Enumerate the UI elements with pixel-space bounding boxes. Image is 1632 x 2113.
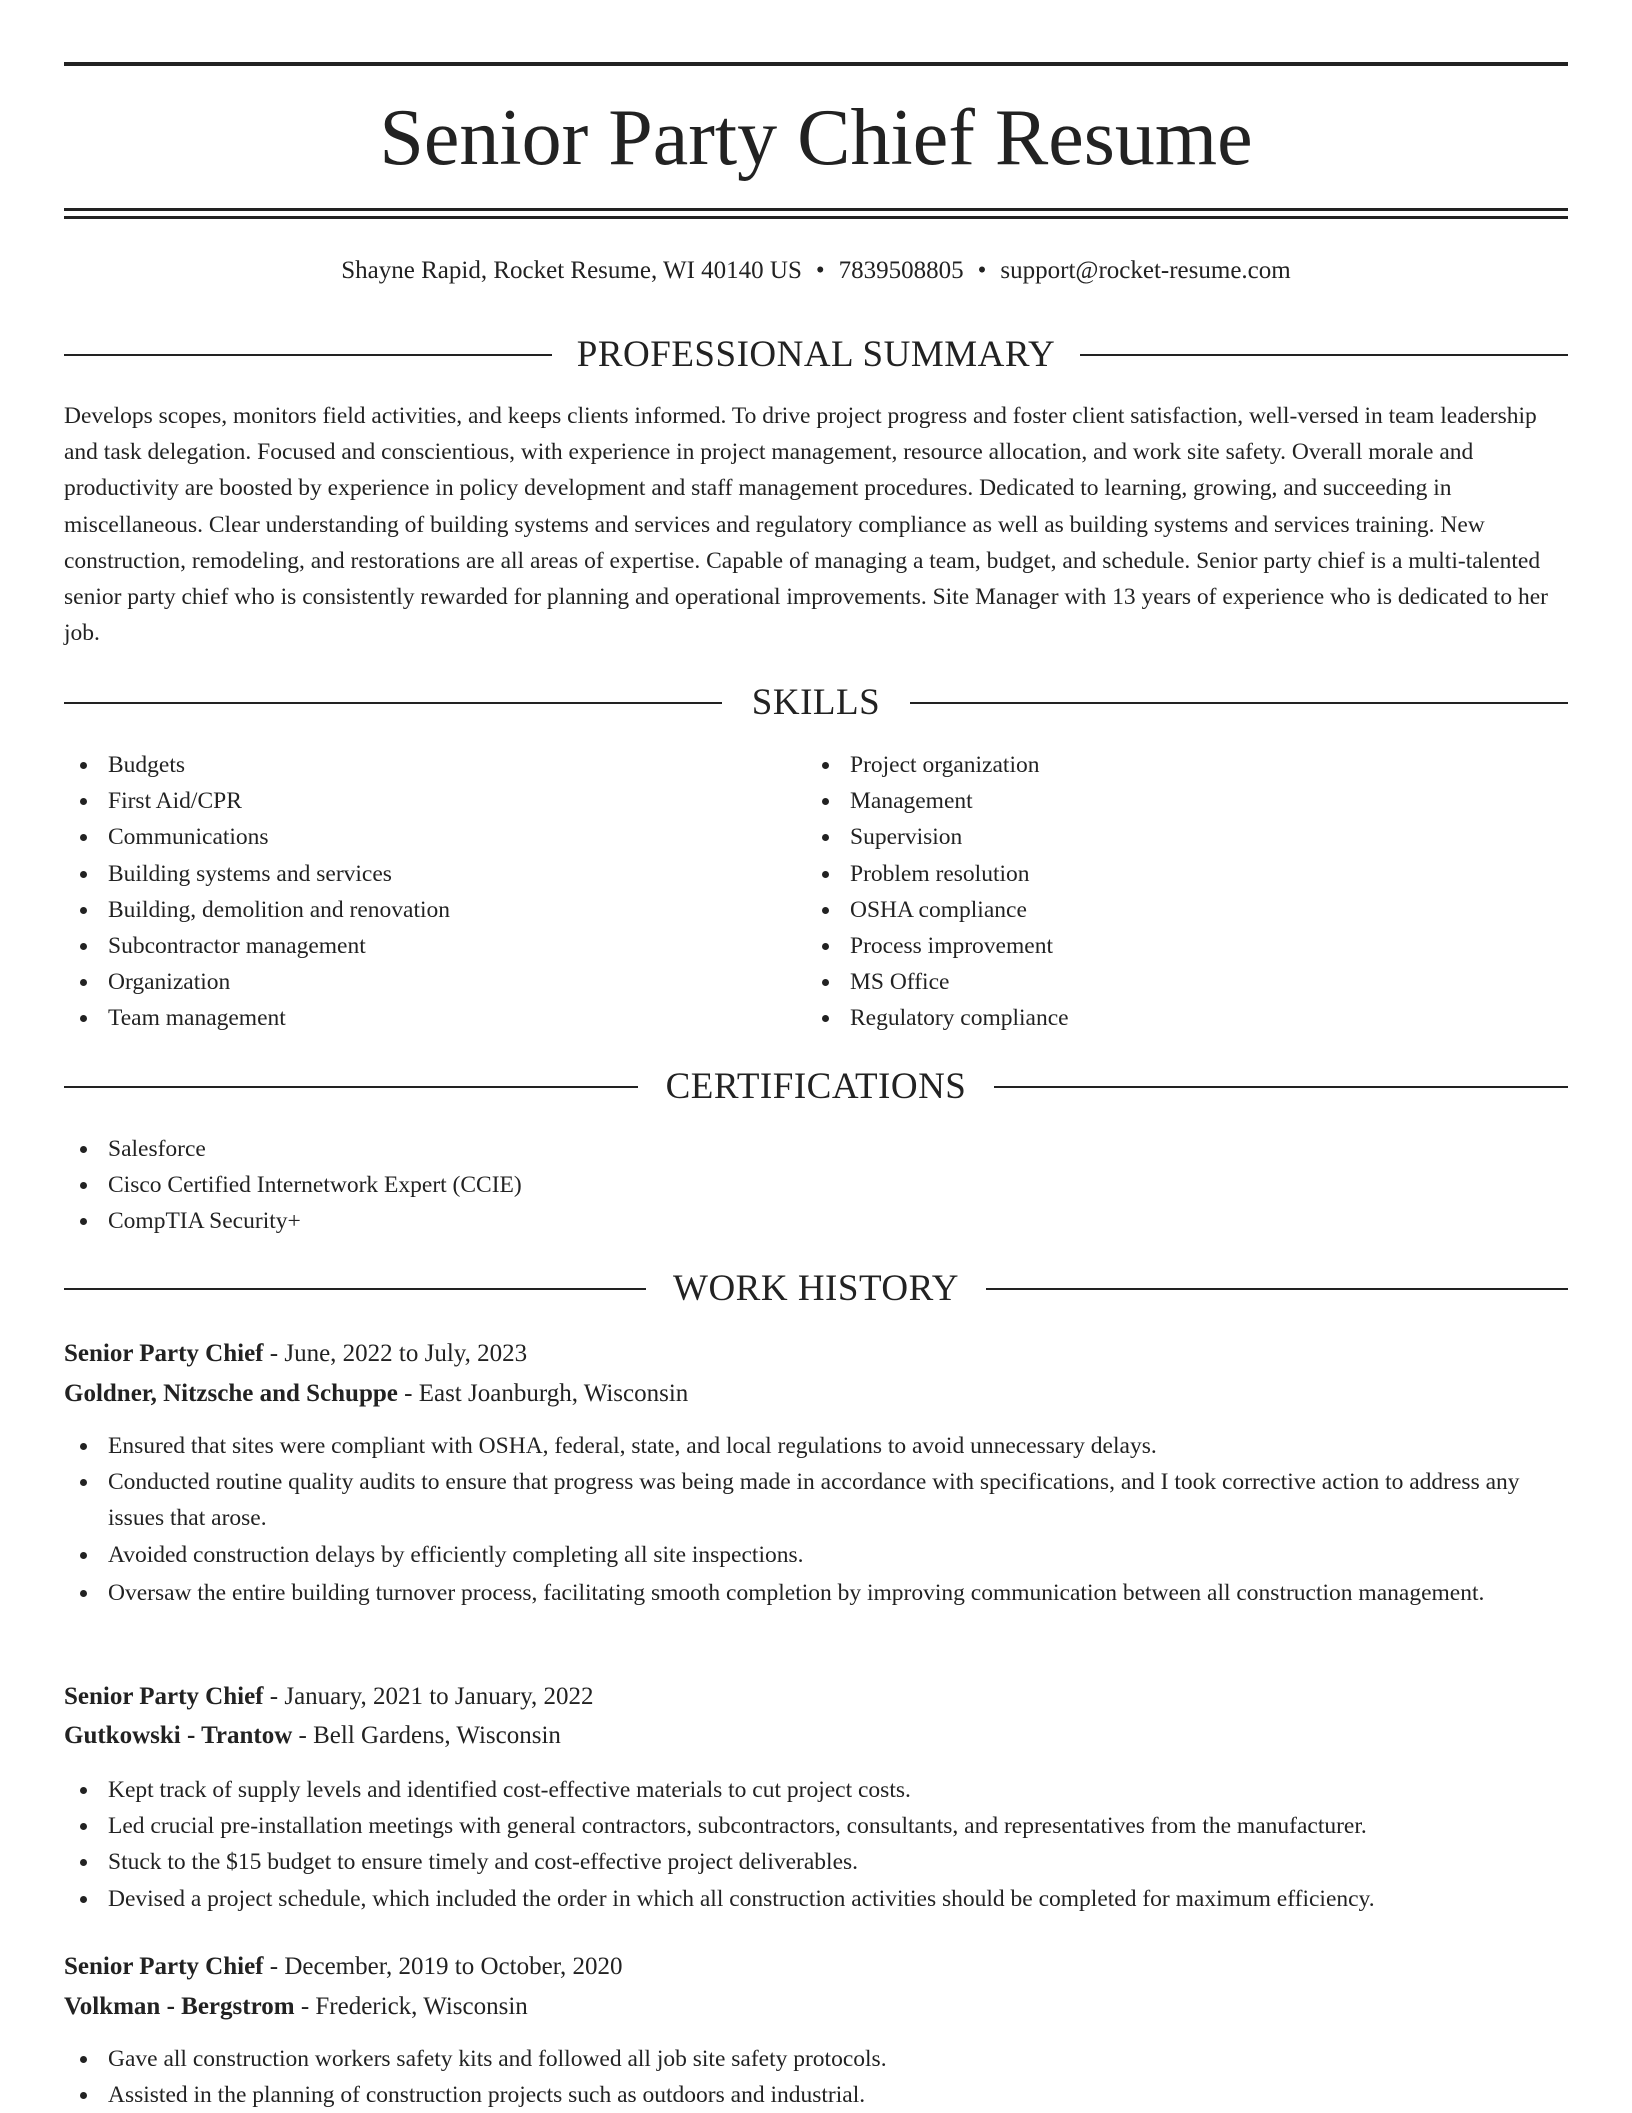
certification-item: Cisco Certified Internetwork Expert (CCIE) — [64, 1167, 1568, 1203]
top-rule — [64, 62, 1568, 66]
job-location: Frederick, Wisconsin — [315, 1993, 528, 2020]
dash: - — [263, 1953, 285, 1980]
job-bullets — [64, 2041, 1568, 2113]
certifications-list — [64, 1131, 1568, 1240]
section-heading-certifications — [64, 1065, 1568, 1109]
skill-item: Team management — [64, 1000, 784, 1036]
skill-item: Budgets — [64, 747, 784, 783]
skill-item: First Aid/CPR — [64, 783, 784, 819]
title-rule-upper — [64, 208, 1568, 211]
job-location: East Joanburgh, Wisconsin — [418, 1380, 689, 1407]
skill-item: Building systems and services — [64, 856, 784, 892]
contact-separator: • — [977, 257, 987, 284]
skill-item: Management — [806, 783, 1526, 819]
skills-list-right — [806, 747, 1526, 1037]
section-title: PROFESSIONAL SUMMARY — [576, 334, 1056, 375]
job-company: Volkman - Bergstrom — [64, 1993, 295, 2020]
skill-item: Process improvement — [806, 928, 1526, 964]
skills-list-left — [64, 747, 784, 1037]
skill-item: Supervision — [806, 819, 1526, 855]
dash: - — [397, 1380, 419, 1407]
job-title: Senior Party Chief — [64, 1953, 264, 1980]
job-bullet: Led crucial pre-installation meetings with general contractors, subcontractors, consultants, and representatives from the manufacturer. — [64, 1808, 1568, 1844]
job-company: Goldner, Nitzsche and Schuppe — [64, 1380, 398, 1407]
contact-phone: 7839508805 — [838, 257, 964, 284]
job-company-line — [64, 1719, 561, 1753]
job-company-line — [64, 1377, 688, 1411]
contact-line — [64, 254, 1568, 288]
job-title-line — [64, 1680, 594, 1714]
contact-separator: • — [815, 257, 825, 284]
dash: - — [263, 1340, 285, 1367]
job-dates: December, 2019 to October, 2020 — [284, 1953, 623, 1980]
skill-item: MS Office — [806, 964, 1526, 1000]
job-bullet: Devised a project schedule, which included the order in which all construction activities should be completed for maximum efficiency. — [64, 1881, 1568, 1917]
page-title: Senior Party Chief Resume — [379, 94, 1253, 182]
job-dates: January, 2021 to January, 2022 — [284, 1683, 594, 1710]
job-title: Senior Party Chief — [64, 1683, 264, 1710]
job-dates: June, 2022 to July, 2023 — [284, 1340, 528, 1367]
job-bullet: Stuck to the $15 budget to ensure timely and cost-effective project deliverables. — [64, 1844, 1568, 1880]
job-bullet: Assisted in the planning of construction projects such as outdoors and industrial. — [64, 2077, 1568, 2113]
title-rule-lower — [64, 216, 1568, 219]
job-bullet: Avoided construction delays by efficiently completing all site inspections. — [64, 1537, 1568, 1573]
job-title-line — [64, 1337, 527, 1371]
contact-email: support@rocket-resume.com — [1000, 257, 1291, 284]
job-bullet: Oversaw the entire building turnover process, facilitating smooth completion by improving communication between all construction management. — [64, 1575, 1568, 1611]
job-bullet: Ensured that sites were compliant with OSHA, federal, state, and local regulations to avoid unnecessary delays. — [64, 1428, 1568, 1464]
section-heading-work-history — [64, 1267, 1568, 1311]
job-bullet: Conducted routine quality audits to ensure that progress was being made in accordance with specifications, and I took corrective action to address any issues that arose. — [64, 1464, 1568, 1536]
job-company: Gutkowski - Trantow — [64, 1722, 293, 1749]
contact-address: Shayne Rapid, Rocket Resume, WI 40140 US — [341, 257, 802, 284]
skill-item: Regulatory compliance — [806, 1000, 1526, 1036]
skill-item: Problem resolution — [806, 856, 1526, 892]
section-heading-skills — [64, 681, 1568, 725]
skill-item: Communications — [64, 819, 784, 855]
skill-item: OSHA compliance — [806, 892, 1526, 928]
skill-item: Subcontractor management — [64, 928, 784, 964]
section-title: WORK HISTORY — [673, 1268, 959, 1309]
skill-item: Building, demolition and renovation — [64, 892, 784, 928]
skill-item: Organization — [64, 964, 784, 1000]
job-title: Senior Party Chief — [64, 1340, 264, 1367]
job-location: Bell Gardens, Wisconsin — [313, 1722, 561, 1749]
skill-item: Project organization — [806, 747, 1526, 783]
dash: - — [292, 1722, 314, 1749]
certification-item: Salesforce — [64, 1131, 1568, 1167]
dash: - — [263, 1683, 285, 1710]
job-bullet: Kept track of supply levels and identified cost-effective materials to cut project costs. — [64, 1772, 1568, 1808]
certification-item: CompTIA Security+ — [64, 1203, 1568, 1239]
section-heading-summary — [64, 333, 1568, 377]
job-company-line — [64, 1990, 528, 2024]
section-title: SKILLS — [751, 682, 881, 723]
dash: - — [294, 1993, 316, 2020]
job-bullets — [64, 1772, 1568, 1917]
section-title: CERTIFICATIONS — [665, 1066, 967, 1107]
job-bullets — [64, 1428, 1568, 1611]
job-title-line — [64, 1950, 623, 1984]
summary-text: Develops scopes, monitors field activities, and keeps clients informed. To drive project progress and foster client satisfaction, well-versed in team leadership and task delegation. Focused and conscientious, with experience in project management, resource allocation, and work site safety. Overall morale and productivity are boosted by experience in policy development and staff management procedures. Dedicated to learning, growing, and succeeding in miscellaneous. Clear understanding of building systems and services and regulatory compliance as well as building systems and services training. New construction, remodeling, and restorations are all areas of expertise. Capable of managing a team, budget, and schedule. Senior party chief is a multi-talented senior party chief who is consistently rewarded for planning and operational improvements. Site Manager with 13 years of experience who is dedicated to her job. — [64, 403, 1548, 647]
job-bullet: Gave all construction workers safety kits and followed all job site safety protocols. — [64, 2041, 1568, 2077]
